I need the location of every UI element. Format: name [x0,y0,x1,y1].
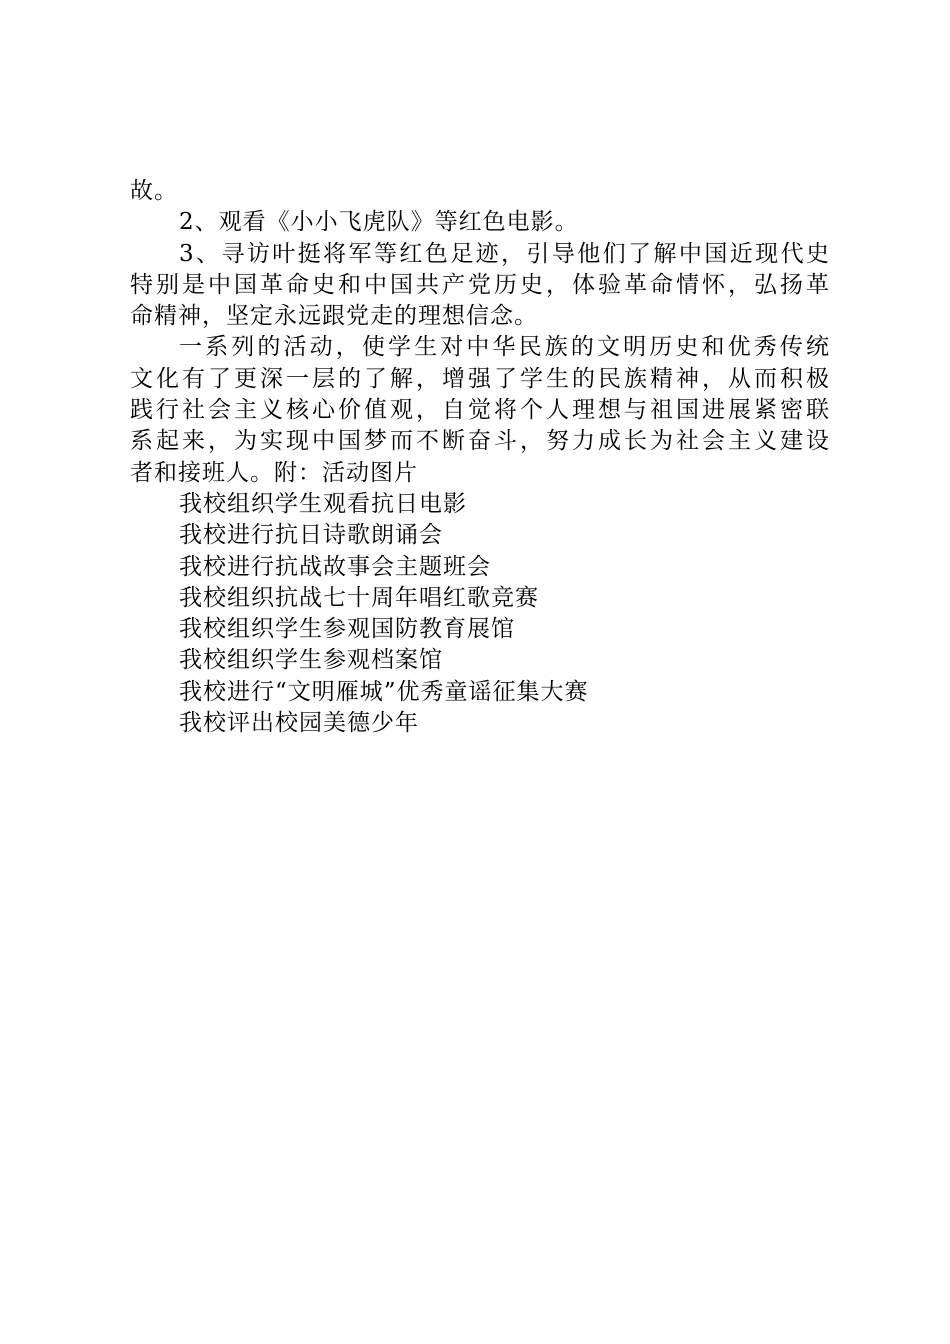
text-line: 故。 [130,178,178,204]
list-item: 3、寻访叶挺将军等红色足迹，引导他们了解中国近现代史 [179,240,830,267]
document-body [130,176,830,739]
text-line: 命精神，坚定永远跟党走的理想信念。 [130,303,538,330]
paragraph-line: 文化有了更深一层的了解，增强了学生的民族精神，从而积极 [130,365,830,392]
paragraph-line: 践行社会主义核心价值观，自觉将个人理想与祖国进展紧密联 [130,397,830,424]
paragraph-line: 者和接班人。附：活动图片 [130,459,418,486]
text-line: 特别是中国革命史和中国共产党历史，体验革命情怀，弘扬革 [130,271,830,298]
photo-caption: 我校评出校园美德少年 [179,710,419,737]
photo-caption: 我校组织学生观看抗日电影 [179,490,467,517]
photo-caption: 我校进行抗日诗歌朗诵会 [179,522,443,549]
list-item: 2、观看《小小飞虎队》等红色电影。 [179,209,579,236]
photo-caption: 我校组织抗战七十周年唱红歌竞赛 [179,584,539,611]
photo-caption: 我校进行“文明雁城”优秀童谣征集大赛 [179,678,589,705]
photo-caption: 我校组织学生参观档案馆 [179,647,443,674]
paragraph-line: 系起来，为实现中国梦而不断奋斗，努力成长为社会主义建设 [130,428,830,455]
photo-caption: 我校进行抗战故事会主题班会 [179,553,491,580]
paragraph-line: 一系列的活动，使学生对中华民族的文明历史和优秀传统 [179,334,830,361]
photo-caption: 我校组织学生参观国防教育展馆 [179,616,515,643]
